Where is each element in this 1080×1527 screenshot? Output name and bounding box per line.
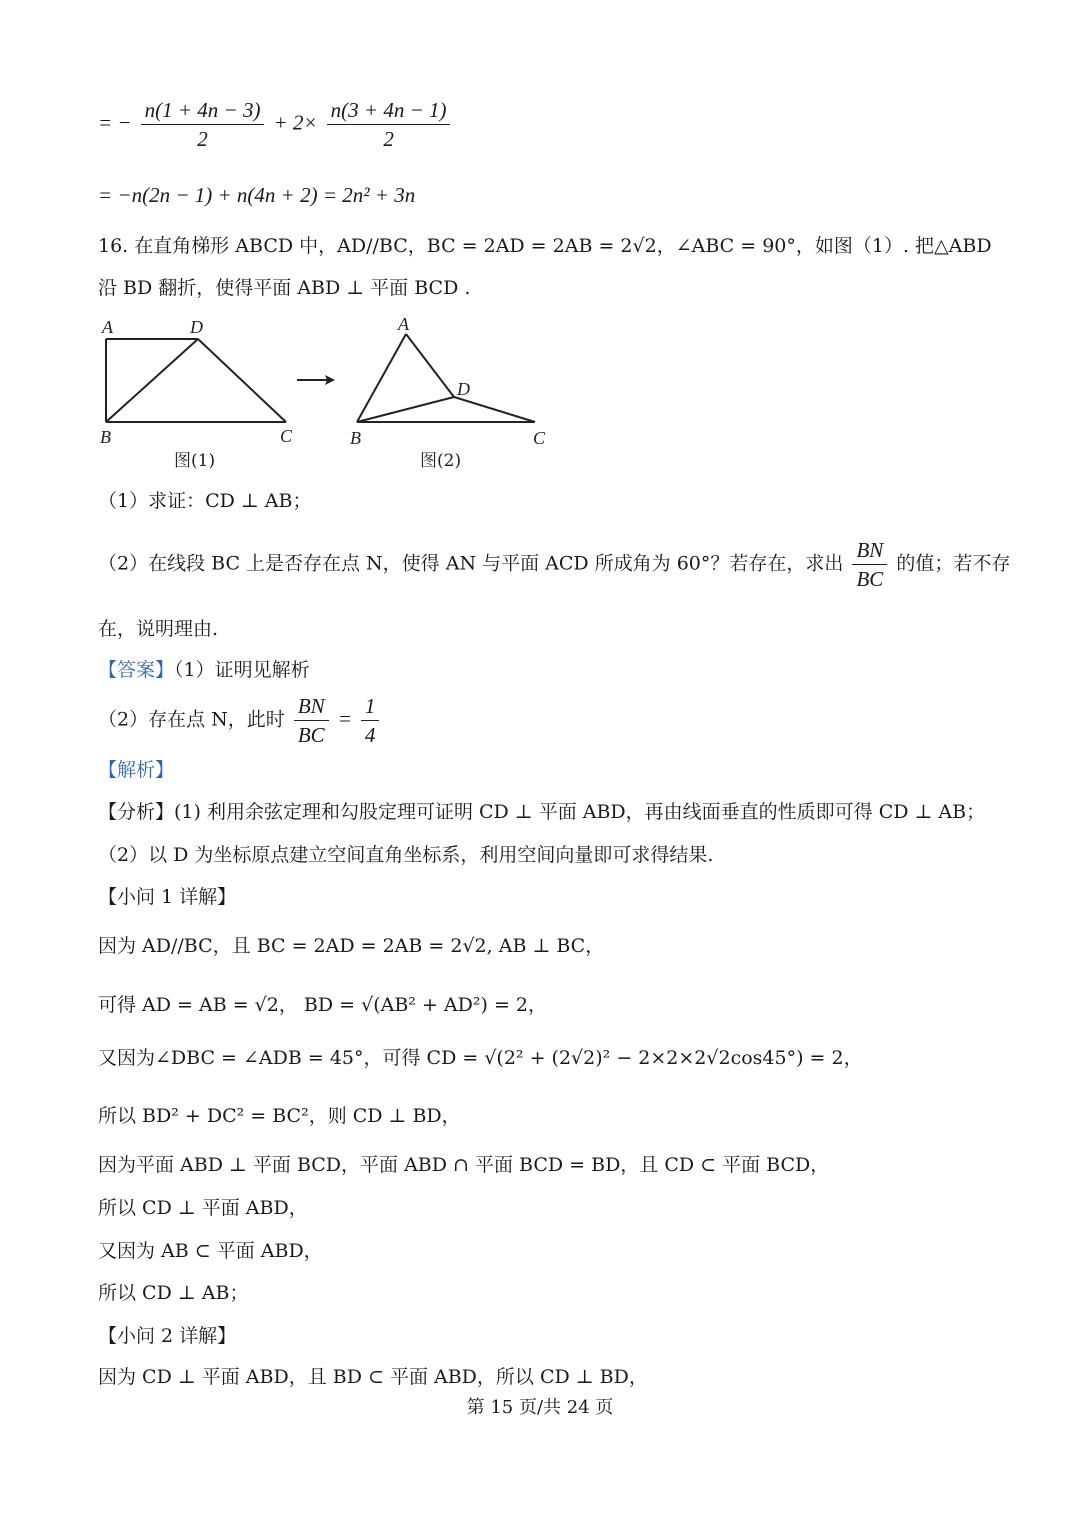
fig2-edge-bd xyxy=(357,397,454,422)
formula-mid: + 2× xyxy=(273,110,318,135)
fig1-edge-bd xyxy=(106,339,198,422)
sub1-step-7: 又因为 AB ⊂ 平面 ABD， xyxy=(98,1240,323,1262)
fig1-edge-dc xyxy=(198,339,286,422)
answer-2-value xyxy=(361,692,380,749)
fig1-caption: 图(1) xyxy=(174,451,216,471)
formula-line-1 xyxy=(98,96,453,153)
answer-2-fraction xyxy=(294,692,329,749)
sub1-step-5: 因为平面 ABD ⊥ 平面 BCD，平面 ABD ∩ 平面 BCD = BD，且 CD ⊂ 平面 BCD， xyxy=(98,1154,830,1176)
answer-line-2 xyxy=(98,692,382,749)
fig2-label-a: A xyxy=(398,314,409,334)
answer-2-equals: = xyxy=(337,706,352,731)
fraction-2-numerator: n(3 + 4n − 1) xyxy=(327,96,451,125)
fraction-2 xyxy=(327,96,451,153)
fig2-edge-ad xyxy=(406,334,454,397)
fig2-label-b: B xyxy=(350,428,361,448)
fig1-label-a: A xyxy=(102,317,113,337)
question-2 xyxy=(98,536,1010,593)
figure-1 xyxy=(90,315,310,475)
fig2-label-c: C xyxy=(533,428,546,448)
sub1-step-4: 所以 BD² + DC² = BC²，则 CD ⊥ BD， xyxy=(98,1105,461,1127)
analysis-line-2: （2）以 D 为坐标原点建立空间直角坐标系，利用空间向量即可求得结果. xyxy=(98,844,714,866)
page-footer: 第 15 页/共 24 页 xyxy=(466,1397,614,1418)
sub2-title: 【小问 2 详解】 xyxy=(98,1325,237,1347)
figure-2 xyxy=(340,310,570,480)
question-2-fraction-denominator: BC xyxy=(856,567,884,591)
question-2-continued: 在，说明理由. xyxy=(98,618,219,640)
sub1-step-3: 又因为∠DBC = ∠ADB = 45°，可得 CD = √(2² + (2√2)² − 2×2×2√2cos45°) = 2， xyxy=(98,1047,863,1069)
fig2-edge-ab xyxy=(357,334,406,422)
sub1-step-1: 因为 AD//BC，且 BC = 2AD = 2AB = 2√2, AB ⊥ BC， xyxy=(98,935,605,957)
answer-2-fraction-numerator: BN xyxy=(294,692,329,721)
answer-tag: 【答案】 xyxy=(98,659,175,681)
fraction-1-denominator: 2 xyxy=(197,127,208,151)
analysis-line-1: 【分析】(1) 利用余弦定理和勾股定理可证明 CD ⊥ 平面 ABD，再由线面垂直的性质即可得 CD ⊥ AB； xyxy=(98,801,986,823)
formula-line-2: = −n(2n − 1) + n(4n + 2) = 2n² + 3n xyxy=(98,183,416,207)
sub1-title: 【小问 1 详解】 xyxy=(98,886,237,908)
fig2-edge-dc xyxy=(454,397,535,422)
question-2-fraction-numerator: BN xyxy=(852,536,887,565)
fig1-label-c: C xyxy=(280,426,293,446)
question-2-text: （2）在线段 BC 上是否存在点 N，使得 AN 与平面 ACD 所成角为 60°？若存在，求出 xyxy=(98,552,844,575)
sub2-step-1: 因为 CD ⊥ 平面 ABD，且 BD ⊂ 平面 ABD，所以 CD ⊥ BD， xyxy=(98,1366,648,1388)
fig1-label-d: D xyxy=(190,317,203,337)
answer-2-value-denominator: 4 xyxy=(364,723,376,747)
question-2-tail: 的值；若不存 xyxy=(896,552,1011,575)
fraction-1 xyxy=(141,96,265,153)
answer-2-text: （2）存在点 N，此时 xyxy=(98,708,285,731)
fraction-2-denominator: 2 xyxy=(383,127,394,151)
answer-line-1 xyxy=(98,657,310,683)
sub1-step-6: 所以 CD ⊥ 平面 ABD， xyxy=(98,1197,308,1219)
question-2-fraction xyxy=(852,536,887,593)
answer-1: （1）证明见解析 xyxy=(174,659,310,681)
answer-2-value-numerator: 1 xyxy=(361,692,380,721)
fraction-1-numerator: n(1 + 4n − 3) xyxy=(141,96,265,125)
sub1-step-2: 可得 AD = AB = √2， BD = √(AB² + AD²) = 2， xyxy=(98,994,547,1016)
fig1-label-b: B xyxy=(100,427,111,447)
formula-prefix: = − xyxy=(98,110,132,135)
fig2-caption: 图(2) xyxy=(420,451,462,471)
sub1-step-8: 所以 CD ⊥ AB； xyxy=(98,1282,249,1304)
transform-arrow-icon xyxy=(295,370,340,390)
problem-line-1: 16. 在直角梯形 ABCD 中，AD//BC，BC = 2AD = 2AB = 2√2，∠ABC = 90°，如图（1）. 把△ABD xyxy=(98,235,992,257)
analysis-tag: 【解析】 xyxy=(98,759,175,781)
problem-line-2: 沿 BD 翻折，使得平面 ABD ⊥ 平面 BCD . xyxy=(98,277,471,299)
answer-2-fraction-denominator: BC xyxy=(297,723,325,747)
fig2-label-d: D xyxy=(457,379,470,399)
question-1: （1）求证：CD ⊥ AB； xyxy=(98,490,312,512)
